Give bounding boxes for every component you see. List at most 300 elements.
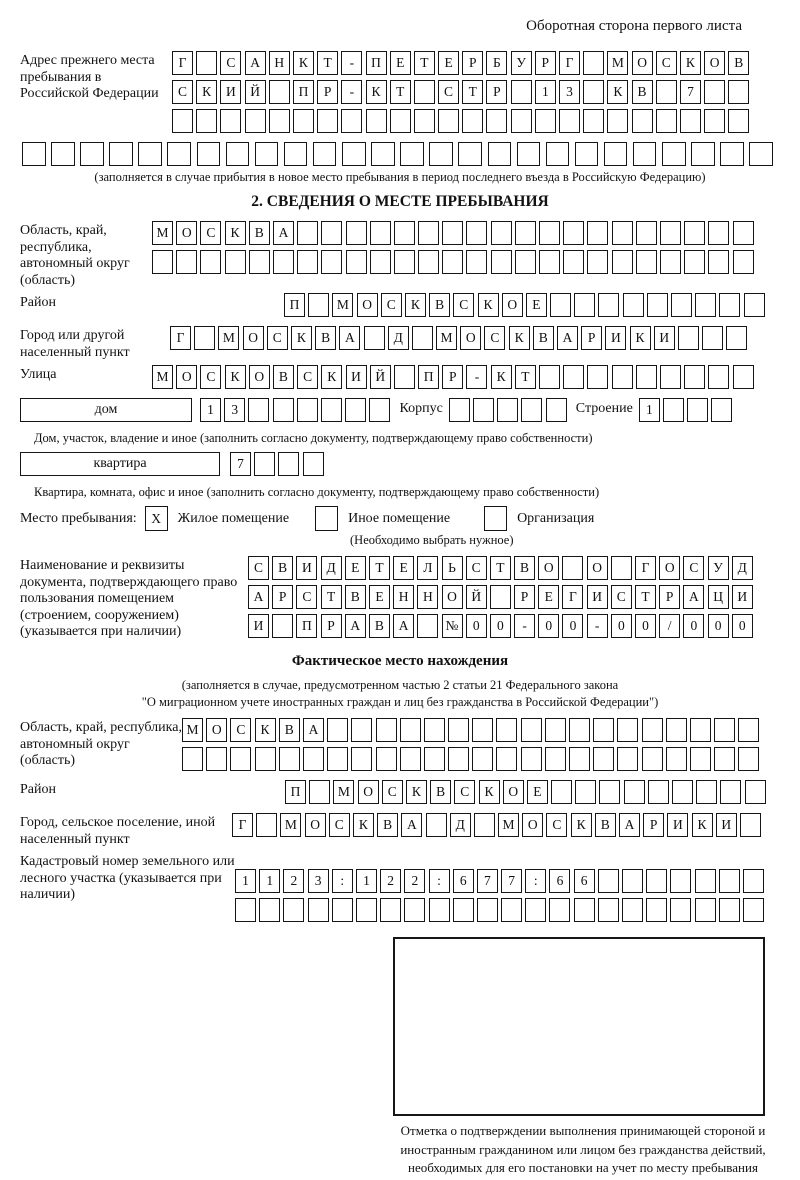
char-box[interactable]: Г — [232, 813, 253, 837]
char-box[interactable] — [167, 142, 191, 166]
char-box[interactable] — [539, 221, 560, 245]
char-box[interactable]: 0 — [611, 614, 632, 638]
char-box[interactable] — [695, 898, 716, 922]
char-box[interactable] — [656, 109, 677, 133]
stay-option-organization-checkbox[interactable] — [484, 506, 507, 531]
char-box[interactable] — [22, 142, 46, 166]
char-box[interactable]: И — [346, 365, 367, 389]
char-box[interactable] — [80, 142, 104, 166]
char-box[interactable]: О — [502, 293, 523, 317]
char-box[interactable]: 0 — [732, 614, 753, 638]
char-box[interactable] — [269, 109, 290, 133]
char-box[interactable]: 7 — [230, 452, 251, 476]
char-box[interactable] — [612, 250, 633, 274]
char-box[interactable] — [660, 221, 681, 245]
char-box[interactable]: И — [220, 80, 241, 104]
char-box[interactable]: К — [478, 293, 499, 317]
char-box[interactable]: Е — [369, 585, 390, 609]
char-box[interactable]: Р — [659, 585, 680, 609]
char-box[interactable] — [194, 326, 215, 350]
char-box[interactable]: О — [659, 556, 680, 580]
char-box[interactable] — [617, 718, 638, 742]
char-box[interactable]: 0 — [562, 614, 583, 638]
char-box[interactable]: А — [345, 614, 366, 638]
char-box[interactable]: Д — [450, 813, 471, 837]
char-box[interactable] — [660, 365, 681, 389]
char-box[interactable]: О — [460, 326, 481, 350]
char-box[interactable] — [636, 365, 657, 389]
char-box[interactable]: В — [249, 221, 270, 245]
char-box[interactable] — [490, 585, 511, 609]
char-box[interactable]: - — [341, 80, 362, 104]
char-box[interactable] — [172, 109, 193, 133]
char-box[interactable] — [297, 250, 318, 274]
char-box[interactable]: Й — [245, 80, 266, 104]
char-box[interactable] — [472, 747, 493, 771]
char-box[interactable] — [642, 718, 663, 742]
char-box[interactable] — [535, 109, 556, 133]
char-box[interactable]: О — [206, 718, 227, 742]
char-box[interactable] — [497, 398, 518, 422]
char-box[interactable] — [719, 898, 740, 922]
char-box[interactable] — [235, 898, 256, 922]
char-box[interactable] — [297, 398, 318, 422]
char-box[interactable] — [200, 250, 221, 274]
char-box[interactable] — [364, 326, 385, 350]
char-box[interactable] — [738, 718, 759, 742]
char-box[interactable]: О — [249, 365, 270, 389]
char-box[interactable]: С — [453, 293, 474, 317]
char-box[interactable] — [293, 109, 314, 133]
char-box[interactable]: Т — [462, 80, 483, 104]
char-box[interactable] — [612, 365, 633, 389]
char-box[interactable]: П — [293, 80, 314, 104]
char-box[interactable]: В — [369, 614, 390, 638]
char-box[interactable] — [587, 365, 608, 389]
char-box[interactable] — [647, 293, 668, 317]
char-box[interactable] — [400, 718, 421, 742]
char-box[interactable] — [515, 221, 536, 245]
char-box[interactable] — [719, 293, 740, 317]
char-box[interactable] — [226, 142, 250, 166]
char-box[interactable] — [684, 221, 705, 245]
char-box[interactable] — [719, 869, 740, 893]
char-box[interactable] — [687, 398, 708, 422]
char-box[interactable] — [472, 718, 493, 742]
char-box[interactable] — [351, 718, 372, 742]
char-box[interactable] — [390, 109, 411, 133]
char-box[interactable]: В — [279, 718, 300, 742]
char-box[interactable] — [321, 250, 342, 274]
char-box[interactable]: Ц — [708, 585, 729, 609]
char-box[interactable] — [702, 326, 723, 350]
char-box[interactable] — [255, 142, 279, 166]
char-box[interactable] — [672, 780, 693, 804]
char-box[interactable] — [740, 813, 761, 837]
char-box[interactable]: Н — [417, 585, 438, 609]
char-box[interactable]: С — [381, 293, 402, 317]
char-box[interactable]: К — [607, 80, 628, 104]
char-box[interactable]: С — [611, 585, 632, 609]
char-box[interactable]: С — [297, 365, 318, 389]
char-box[interactable]: М — [333, 780, 354, 804]
char-box[interactable]: 7 — [680, 80, 701, 104]
char-box[interactable] — [414, 109, 435, 133]
char-box[interactable]: Р — [462, 51, 483, 75]
char-box[interactable]: 3 — [224, 398, 245, 422]
char-box[interactable]: И — [732, 585, 753, 609]
char-box[interactable] — [695, 293, 716, 317]
char-box[interactable] — [545, 747, 566, 771]
char-box[interactable]: В — [514, 556, 535, 580]
char-box[interactable] — [341, 109, 362, 133]
char-box[interactable] — [646, 898, 667, 922]
char-box[interactable]: А — [245, 51, 266, 75]
char-box[interactable]: К — [406, 780, 427, 804]
char-box[interactable]: М — [182, 718, 203, 742]
char-box[interactable] — [569, 718, 590, 742]
char-box[interactable]: Л — [417, 556, 438, 580]
char-box[interactable] — [749, 142, 773, 166]
char-box[interactable] — [583, 109, 604, 133]
char-box[interactable]: 6 — [574, 869, 595, 893]
char-box[interactable]: - — [587, 614, 608, 638]
char-box[interactable]: - — [514, 614, 535, 638]
char-box[interactable] — [400, 747, 421, 771]
char-box[interactable]: Е — [438, 51, 459, 75]
char-box[interactable]: В — [728, 51, 749, 75]
char-box[interactable] — [690, 747, 711, 771]
char-box[interactable] — [563, 365, 584, 389]
char-box[interactable] — [327, 747, 348, 771]
char-box[interactable] — [474, 813, 495, 837]
char-box[interactable] — [138, 142, 162, 166]
char-box[interactable] — [546, 142, 570, 166]
char-box[interactable]: М — [607, 51, 628, 75]
char-box[interactable] — [671, 293, 692, 317]
char-box[interactable] — [272, 614, 293, 638]
char-box[interactable] — [424, 718, 445, 742]
char-box[interactable] — [660, 250, 681, 274]
char-box[interactable] — [720, 780, 741, 804]
char-box[interactable]: Е — [390, 51, 411, 75]
char-box[interactable] — [442, 250, 463, 274]
char-box[interactable]: С — [248, 556, 269, 580]
char-box[interactable]: 0 — [490, 614, 511, 638]
char-box[interactable] — [248, 398, 269, 422]
char-box[interactable]: П — [366, 51, 387, 75]
char-box[interactable]: В — [595, 813, 616, 837]
char-box[interactable] — [559, 109, 580, 133]
char-box[interactable] — [412, 326, 433, 350]
char-box[interactable] — [704, 80, 725, 104]
char-box[interactable]: Г — [559, 51, 580, 75]
char-box[interactable] — [539, 250, 560, 274]
char-box[interactable]: 7 — [477, 869, 498, 893]
char-box[interactable]: В — [430, 780, 451, 804]
char-box[interactable]: Р — [272, 585, 293, 609]
char-box[interactable] — [525, 898, 546, 922]
char-box[interactable]: Й — [466, 585, 487, 609]
stay-option-other-checkbox[interactable] — [315, 506, 338, 531]
char-box[interactable]: В — [377, 813, 398, 837]
char-box[interactable] — [598, 293, 619, 317]
char-box[interactable] — [569, 747, 590, 771]
char-box[interactable]: В — [533, 326, 554, 350]
char-box[interactable] — [587, 221, 608, 245]
char-box[interactable]: К — [255, 718, 276, 742]
char-box[interactable]: : — [525, 869, 546, 893]
char-box[interactable]: Е — [538, 585, 559, 609]
char-box[interactable] — [466, 221, 487, 245]
char-box[interactable] — [648, 780, 669, 804]
char-box[interactable] — [400, 142, 424, 166]
char-box[interactable] — [583, 51, 604, 75]
char-box[interactable]: № — [442, 614, 463, 638]
char-box[interactable]: С — [683, 556, 704, 580]
char-box[interactable] — [662, 142, 686, 166]
char-box[interactable] — [380, 898, 401, 922]
char-box[interactable]: Р — [486, 80, 507, 104]
char-box[interactable]: Р — [321, 614, 342, 638]
char-box[interactable] — [371, 142, 395, 166]
char-box[interactable]: С — [466, 556, 487, 580]
char-box[interactable] — [743, 869, 764, 893]
char-box[interactable] — [539, 365, 560, 389]
char-box[interactable]: С — [438, 80, 459, 104]
char-box[interactable] — [196, 109, 217, 133]
char-box[interactable] — [284, 142, 308, 166]
char-box[interactable]: Д — [388, 326, 409, 350]
char-box[interactable] — [458, 142, 482, 166]
char-box[interactable] — [376, 718, 397, 742]
char-box[interactable] — [394, 250, 415, 274]
char-box[interactable]: Н — [393, 585, 414, 609]
char-box[interactable]: О — [305, 813, 326, 837]
char-box[interactable]: К — [692, 813, 713, 837]
char-box[interactable]: К — [479, 780, 500, 804]
char-box[interactable] — [182, 747, 203, 771]
char-box[interactable]: / — [659, 614, 680, 638]
char-box[interactable] — [708, 221, 729, 245]
char-box[interactable] — [245, 109, 266, 133]
char-box[interactable] — [521, 398, 542, 422]
char-box[interactable]: К — [680, 51, 701, 75]
char-box[interactable] — [666, 747, 687, 771]
char-box[interactable] — [604, 142, 628, 166]
char-box[interactable] — [448, 747, 469, 771]
char-box[interactable] — [728, 80, 749, 104]
char-box[interactable]: И — [296, 556, 317, 580]
char-box[interactable]: Е — [345, 556, 366, 580]
char-box[interactable] — [562, 556, 583, 580]
char-box[interactable] — [646, 869, 667, 893]
char-box[interactable]: С — [172, 80, 193, 104]
char-box[interactable] — [442, 221, 463, 245]
char-box[interactable] — [152, 250, 173, 274]
char-box[interactable]: 0 — [466, 614, 487, 638]
char-box[interactable] — [225, 250, 246, 274]
char-box[interactable]: К — [509, 326, 530, 350]
char-box[interactable]: С — [454, 780, 475, 804]
char-box[interactable] — [684, 250, 705, 274]
char-box[interactable] — [259, 898, 280, 922]
char-box[interactable] — [622, 898, 643, 922]
char-box[interactable]: 1 — [356, 869, 377, 893]
char-box[interactable] — [733, 221, 754, 245]
char-box[interactable] — [632, 109, 653, 133]
char-box[interactable]: Г — [170, 326, 191, 350]
char-box[interactable] — [448, 718, 469, 742]
char-box[interactable] — [680, 109, 701, 133]
char-box[interactable]: Г — [172, 51, 193, 75]
char-box[interactable]: 0 — [635, 614, 656, 638]
char-box[interactable] — [574, 898, 595, 922]
char-box[interactable]: П — [285, 780, 306, 804]
char-box[interactable]: 6 — [453, 869, 474, 893]
char-box[interactable]: В — [272, 556, 293, 580]
char-box[interactable] — [563, 221, 584, 245]
char-box[interactable] — [424, 747, 445, 771]
char-box[interactable] — [255, 747, 276, 771]
char-box[interactable]: П — [284, 293, 305, 317]
char-box[interactable] — [303, 452, 324, 476]
char-box[interactable]: 1 — [535, 80, 556, 104]
char-box[interactable] — [366, 109, 387, 133]
char-box[interactable]: С — [484, 326, 505, 350]
char-box[interactable]: И — [248, 614, 269, 638]
char-box[interactable] — [196, 51, 217, 75]
char-box[interactable]: К — [405, 293, 426, 317]
char-box[interactable]: У — [708, 556, 729, 580]
char-box[interactable]: 0 — [708, 614, 729, 638]
char-box[interactable] — [624, 780, 645, 804]
char-box[interactable] — [611, 556, 632, 580]
char-box[interactable]: М — [218, 326, 239, 350]
char-box[interactable] — [642, 747, 663, 771]
char-box[interactable]: 1 — [235, 869, 256, 893]
char-box[interactable]: Т — [317, 51, 338, 75]
char-box[interactable] — [714, 718, 735, 742]
char-box[interactable]: О — [442, 585, 463, 609]
char-box[interactable]: С — [200, 365, 221, 389]
char-box[interactable] — [309, 780, 330, 804]
char-box[interactable]: А — [393, 614, 414, 638]
char-box[interactable]: 1 — [200, 398, 221, 422]
char-box[interactable] — [417, 614, 438, 638]
char-box[interactable] — [607, 109, 628, 133]
char-box[interactable]: 7 — [501, 869, 522, 893]
char-box[interactable] — [269, 80, 290, 104]
char-box[interactable] — [477, 898, 498, 922]
char-box[interactable] — [587, 250, 608, 274]
char-box[interactable]: А — [401, 813, 422, 837]
char-box[interactable] — [684, 365, 705, 389]
char-box[interactable] — [708, 365, 729, 389]
char-box[interactable] — [711, 398, 732, 422]
char-box[interactable] — [51, 142, 75, 166]
char-box[interactable]: С — [200, 221, 221, 245]
char-box[interactable] — [551, 780, 572, 804]
char-box[interactable] — [376, 747, 397, 771]
char-box[interactable]: 1 — [259, 869, 280, 893]
char-box[interactable]: Т — [515, 365, 536, 389]
char-box[interactable] — [666, 718, 687, 742]
char-box[interactable]: 0 — [538, 614, 559, 638]
char-box[interactable]: О — [358, 780, 379, 804]
char-box[interactable] — [491, 221, 512, 245]
char-box[interactable]: К — [196, 80, 217, 104]
char-box[interactable]: Е — [393, 556, 414, 580]
char-box[interactable] — [317, 109, 338, 133]
char-box[interactable]: С — [230, 718, 251, 742]
char-box[interactable] — [370, 221, 391, 245]
char-box[interactable]: А — [273, 221, 294, 245]
char-box[interactable]: И — [605, 326, 626, 350]
char-box[interactable] — [612, 221, 633, 245]
char-box[interactable] — [176, 250, 197, 274]
char-box[interactable] — [273, 398, 294, 422]
char-box[interactable]: К — [630, 326, 651, 350]
char-box[interactable] — [453, 898, 474, 922]
char-box[interactable]: : — [332, 869, 353, 893]
char-box[interactable]: О — [357, 293, 378, 317]
char-box[interactable]: О — [587, 556, 608, 580]
char-box[interactable] — [418, 221, 439, 245]
char-box[interactable] — [308, 293, 329, 317]
char-box[interactable]: Г — [635, 556, 656, 580]
char-box[interactable] — [346, 221, 367, 245]
char-box[interactable] — [728, 109, 749, 133]
char-box[interactable]: М — [280, 813, 301, 837]
char-box[interactable]: К — [491, 365, 512, 389]
char-box[interactable]: Й — [370, 365, 391, 389]
char-box[interactable] — [197, 142, 221, 166]
char-box[interactable]: К — [321, 365, 342, 389]
char-box[interactable]: 3 — [308, 869, 329, 893]
char-box[interactable]: В — [315, 326, 336, 350]
char-box[interactable] — [575, 780, 596, 804]
char-box[interactable]: С — [220, 51, 241, 75]
char-box[interactable] — [256, 813, 277, 837]
char-box[interactable] — [583, 80, 604, 104]
char-box[interactable] — [342, 142, 366, 166]
char-box[interactable]: С — [296, 585, 317, 609]
char-box[interactable]: Т — [414, 51, 435, 75]
char-box[interactable]: А — [303, 718, 324, 742]
char-box[interactable] — [220, 109, 241, 133]
char-box[interactable]: 3 — [559, 80, 580, 104]
char-box[interactable] — [546, 398, 567, 422]
char-box[interactable] — [744, 293, 765, 317]
char-box[interactable]: 2 — [380, 869, 401, 893]
char-box[interactable]: В — [429, 293, 450, 317]
char-box[interactable] — [623, 293, 644, 317]
char-box[interactable] — [278, 452, 299, 476]
char-box[interactable] — [230, 747, 251, 771]
char-box[interactable] — [394, 221, 415, 245]
char-box[interactable]: 0 — [683, 614, 704, 638]
char-box[interactable]: К — [366, 80, 387, 104]
char-box[interactable] — [496, 718, 517, 742]
char-box[interactable]: О — [503, 780, 524, 804]
char-box[interactable]: К — [571, 813, 592, 837]
char-box[interactable]: О — [176, 221, 197, 245]
char-box[interactable]: Н — [269, 51, 290, 75]
char-box[interactable]: В — [632, 80, 653, 104]
char-box[interactable] — [109, 142, 133, 166]
char-box[interactable]: Р — [581, 326, 602, 350]
